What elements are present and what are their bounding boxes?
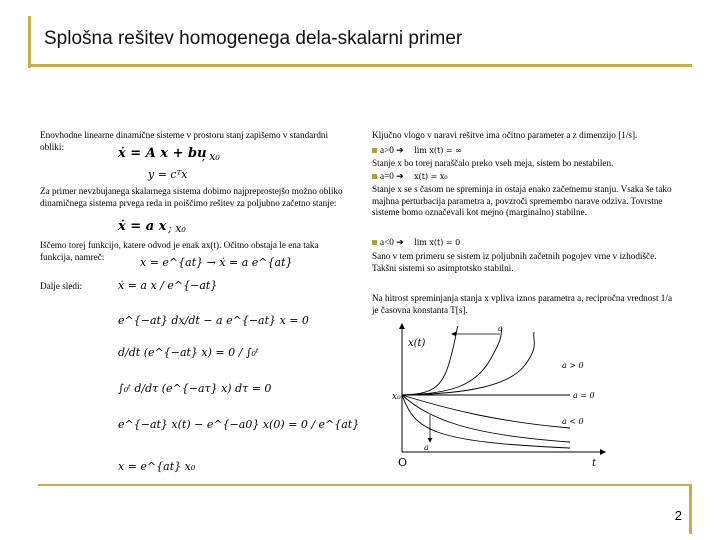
case-a-negative: a<0 ➔ lim x(t) = 0 (372, 237, 460, 249)
guess-equation: x = e^{at} → ẋ = a e^{at} (140, 256, 293, 269)
intro-text: Enovhodne linearne dinamične sisteme v prostoru stanj zapišemo v standardni obliki: (40, 130, 329, 152)
case-a-negative-text: Sano v tem primeru se sistem iz poljubnih začetnih pogojev vrne v izhodišče. Takšni sistemi so asimptotsko stabilni. (372, 251, 657, 273)
speed-text: Na hitrost spreminjanja stanja x vpliva iznos parametra a, recipročna vrednost 1/a je časovna konstanta T[s]. (372, 293, 673, 315)
derivation-step-5: e^{−at} x(t) − e^{−a0} x(0) = 0 / e^{at} (118, 418, 360, 431)
derivation-step-2: e^{−at} dx/dt − a e^{−at} x = 0 (118, 314, 309, 327)
derivation-step-4: ∫₀ᵗ d/dτ (e^{−aτ} x) dτ = 0 (118, 382, 272, 395)
derivation-step-3: d/dt (e^{−at} x) = 0 / ∫₀ᵗ (118, 346, 259, 359)
label-a-zero: a = 0 (573, 391, 595, 400)
frame-right-bar (689, 484, 692, 534)
y-axis-label: x(t) (408, 338, 426, 349)
paragraph-guess: Iščemo torej funkcijo, katere odvod je enak ax(t). Očitno obstaja le ena taka funkcija, namreč: (40, 240, 319, 262)
label-a-negative: a < 0 (562, 417, 584, 426)
label-a-positive: a > 0 (562, 361, 584, 370)
case-a-zero-text: Stanje x se s časom ne spreminja in ostaja enako začetnemu stanju. Vsaka še tako majhna perturbacija parametra a, povzroči spremembo narave odziva. Tovrstne sisteme bomo označevali kot mejno (marginalno) stabilne. (372, 184, 672, 217)
case-a-negative-cond: a<0 (380, 237, 394, 247)
frame-top-rule (28, 64, 692, 67)
case-a-positive-cond: a>0 (380, 145, 394, 155)
slide-title: Splošna rešitev homogenega dela-skalarni primer (44, 28, 463, 49)
bullet-icon (372, 148, 377, 153)
case-a-positive: a>0 ➔ lim x(t) = ∞ (372, 145, 462, 157)
scalar-equation-cond: ; x₀ (168, 222, 186, 235)
state-equation: ẋ = A x + bu (118, 146, 207, 161)
curve-a-negative-slow (402, 395, 570, 428)
t-axis-label: t (592, 458, 597, 469)
state-equation-cond: ; x₀ (202, 150, 220, 163)
solution-plot (390, 320, 620, 470)
derivation-step-1: ẋ = a x / e^{−at} (118, 279, 218, 292)
frame-bottom-rule (38, 484, 692, 486)
case-a-positive-limit: lim x(t) = ∞ (414, 146, 462, 155)
x0-label: x₀ (392, 392, 401, 402)
output-equation: y = cᵀx (148, 168, 188, 181)
origin-label: O (398, 456, 408, 469)
scalar-equation: ẋ = a x (118, 219, 167, 234)
parameter-role-text: Ključno vlogo v naravi rešitve ima očitno parameter a z dimenzijo [1/s]. (372, 130, 638, 140)
case-a-zero: a=0 ➔ x(t) = x₀ (372, 171, 448, 183)
bullet-icon (372, 240, 377, 245)
page-number: 2 (674, 508, 682, 523)
case-a-positive-text: Stanje x bo torej naraščalo preko vseh meja, sistem bo nestabilen. (372, 158, 614, 168)
label-a-bottom: a (424, 443, 429, 452)
case-a-zero-cond: a=0 (380, 171, 394, 181)
frame-left-bar (28, 16, 31, 68)
label-a-top: a (498, 324, 503, 333)
derivation-result: x = e^{at} x₀ (118, 460, 196, 473)
bullet-icon (372, 174, 377, 179)
curve-a-positive-fast (402, 326, 458, 395)
paragraph-scalar: Za primer nevzbujanega skalarnega sistema dobimo najpreprostejšo možno obliko dinamičnega sistema prvega reda in poiščimo rešitev za poljubno začetno stanje: (40, 186, 343, 208)
case-a-negative-limit: lim x(t) = 0 (414, 238, 461, 247)
then-label: Dalje sledi: (40, 281, 83, 291)
case-a-zero-limit: x(t) = x₀ (414, 172, 448, 181)
